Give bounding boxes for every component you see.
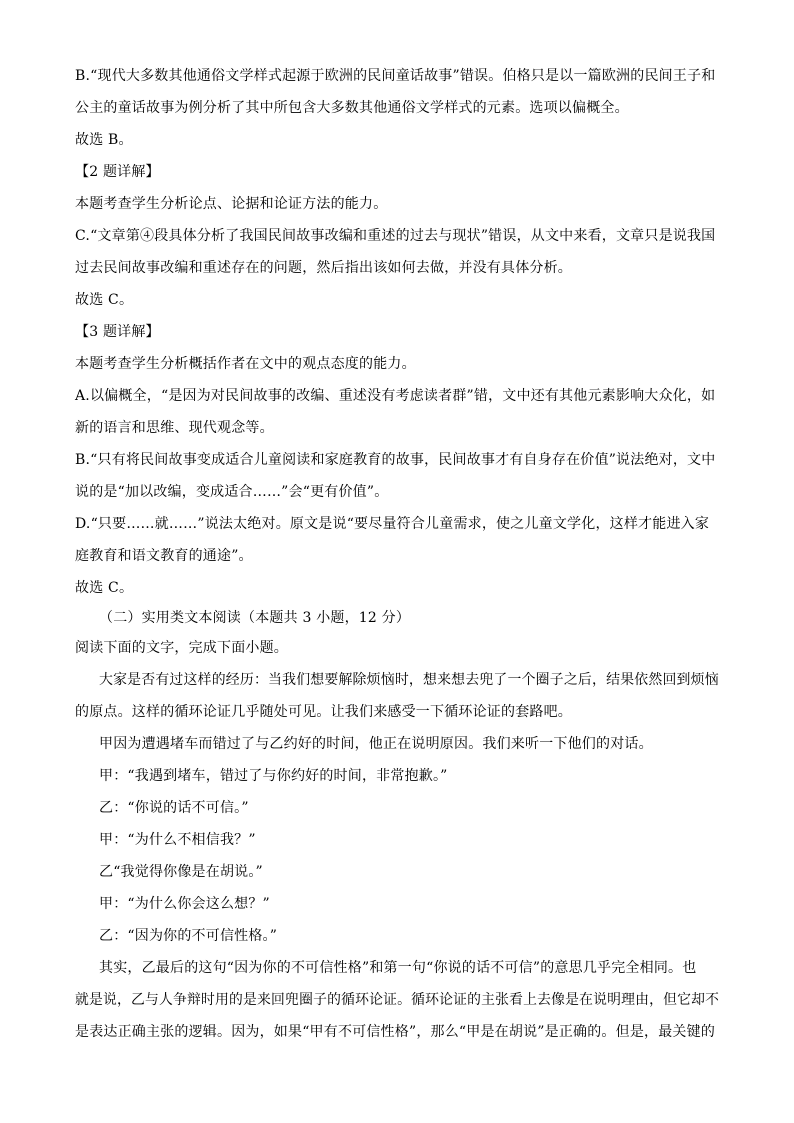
text-line: 大家是否有过这样的经历：当我们想要解除烦恼时，想来想去兜了一个圈子之后，结果依然回到烦恼 <box>99 672 719 688</box>
dialogue-line: 乙：“你说的话不可信。” <box>99 800 249 816</box>
text-line: D.“只要……就……”说法太绝对。原文是说“要尽量符合儿童需求，使之儿童文学化，这样才能进入家 <box>75 516 710 532</box>
text-line: 的原点。这样的循环论证几乎随处可见。让我们来感受一下循环论证的套路吧。 <box>75 704 572 720</box>
text-line: 故选 B。 <box>75 132 133 148</box>
section-heading: 【3 题详解】 <box>75 324 160 340</box>
text-line: A.以偏概全，“是因为对民间故事的改编、重述没有考虑读者群”错，文中还有其他元素影响大众化，如 <box>75 388 716 404</box>
text-line: 本题考查学生分析概括作者在文中的观点态度的能力。 <box>75 356 416 372</box>
text-line: 本题考查学生分析论点、论据和论证方法的能力。 <box>75 196 388 212</box>
text-line: 说的是“加以改编，变成适合……”会“更有价值”。 <box>75 484 389 500</box>
section-heading: （二）实用类文本阅读（本题共 3 小题，12 分） <box>99 610 411 626</box>
text-line: 新的语言和思维、现代观念等。 <box>75 420 274 436</box>
text-line: 庭教育和语文教育的通途”。 <box>75 548 253 564</box>
text-line: 公主的童话故事为例分析了其中所包含大多数其他通俗文学样式的元素。选项以偏概全。 <box>75 100 629 116</box>
text-line: 甲因为遭遇堵车而错过了与乙约好的时间，他正在说明原因。我们来听一下他们的对话。 <box>99 736 653 752</box>
section-heading: 【2 题详解】 <box>75 164 160 180</box>
dialogue-line: 甲：“为什么不相信我？” <box>99 832 256 848</box>
text-line: B.“现代大多数其他通俗文学样式起源于欧洲的民间童话故事”错误。伯格只是以一篇欧洲的民间王子和 <box>75 68 716 84</box>
text-line: 故选 C。 <box>75 292 134 308</box>
dialogue-line: 甲：“为什么你会这么想？” <box>99 896 270 912</box>
text-line: 其实，乙最后的这句“因为你的不可信性格”和第一句“你说的话不可信”的意思几乎完全相同。也 <box>99 960 697 976</box>
text-line: 阅读下面的文字，完成下面小题。 <box>75 640 288 656</box>
text-line: 故选 C。 <box>75 580 134 596</box>
text-line: 是表达正确主张的逻辑。因为，如果“甲有不可信性格”，那么“甲是在胡说”是正确的。但是，最关键的 <box>75 1024 716 1040</box>
text-line: B.“只有将民间故事变成适合儿童阅读和家庭教育的故事，民间故事才有自身存在价值”说法绝对，文中 <box>75 452 716 468</box>
text-line: 就是说，乙与人争辩时用的是来回兜圈子的循环论证。循环论证的主张看上去像是在说明理由，但它却不 <box>75 992 720 1008</box>
dialogue-line: 乙：“因为你的不可信性格。” <box>99 928 278 944</box>
text-line: C.“文章第④段具体分析了我国民间故事改编和重述的过去与现状”错误，从文中来看，文章只是说我国 <box>75 228 716 244</box>
dialogue-line: 乙“我觉得你像是在胡说。” <box>99 864 263 880</box>
text-line: 过去民间故事改编和重述存在的问题，然后指出该如何去做，并没有具体分析。 <box>75 260 572 276</box>
dialogue-line: 甲：“我遇到堵车，错过了与你约好的时间，非常抱歉。” <box>99 768 448 784</box>
